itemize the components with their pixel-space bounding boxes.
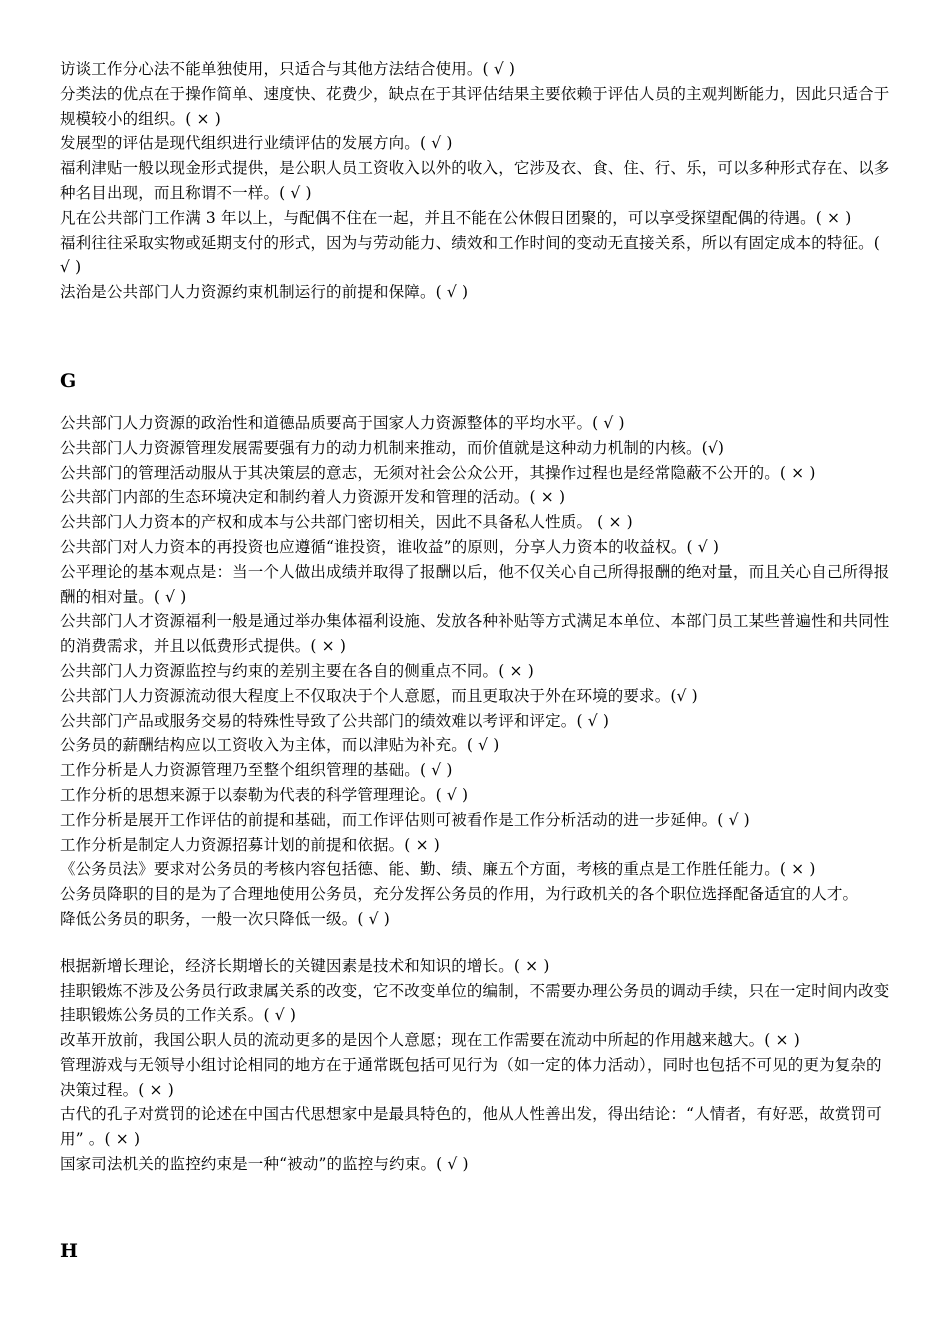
statement-item: 工作分析是制定人力资源招募计划的前提和依据。( × ) <box>60 835 440 854</box>
statement-item: 公共部门内部的生态环境决定和制约着人力资源开发和管理的活动。( × ) <box>60 488 566 507</box>
statement-item: 公务员的薪酬结构应以工资收入为主体，而以津贴为补充。( √ ) <box>60 736 500 755</box>
statement-item: 根据新增长理论，经济长期增长的关键因素是技术和知识的增长。( × ) <box>60 956 550 975</box>
statement-item: 国家司法机关的监控约束是一种“被动”的监控与约束。( √ ) <box>60 1155 469 1174</box>
statement-item: 公共部门人力资本的产权和成本与公共部门密切相关，因此不具备私人性质。 ( × ) <box>60 513 633 532</box>
document-page <box>60 57 895 1263</box>
statement-item: 公务员降职的目的是为了合理地使用公务员，充分发挥公务员的作用，为行政机关的各个职位选择配备适宜的人才。 <box>60 885 859 904</box>
statement-item: 工作分析的思想来源于以泰勒为代表的科学管理理论。( √ ) <box>60 785 469 804</box>
statement-item: 工作分析是人力资源管理乃至整个组织管理的基础。( √ ) <box>60 761 453 780</box>
statement-item: 管理游戏与无领导小组讨论相同的地方在于通常既包括可见行为（如一定的体力活动），同时也包括不可见的更为复杂的决策过程。( × ) <box>60 1055 882 1099</box>
statement-item: 古代的孔子对赏罚的论述在中国古代思想家中是最具特色的，他从人性善出发，得出结论：“人情者，有好恶，故赏罚可用” 。( × ) <box>60 1105 882 1149</box>
statement-item: 福利往往采取实物或延期支付的形式，因为与劳动能力、绩效和工作时间的变动无直接关系，所以有固定成本的特征。( √ ) <box>60 233 881 277</box>
statement-item: 发展型的评估是现代组织进行业绩评估的发展方向。( √ ) <box>60 134 453 153</box>
statement-item: 公共部门人力资源管理发展需要强有力的动力机制来推动，而价值就是这种动力机制的内核。(√) <box>60 438 725 457</box>
section-g2-list <box>60 954 895 1177</box>
section-heading-h: H <box>60 1239 78 1262</box>
paragraph-gap <box>60 932 895 954</box>
section-f-list <box>60 57 895 305</box>
statement-item: 公共部门人力资源流动很大程度上不仅取决于个人意愿，而且更取决于外在环境的要求。(√ ) <box>60 686 698 705</box>
statement-item: 分类法的优点在于操作简单、速度快、花费少，缺点在于其评估结果主要依赖于评估人员的主观判断能力，因此只适合于规模较小的组织。( × ) <box>60 84 890 128</box>
statement-item: 挂职锻炼不涉及公务员行政隶属关系的改变，它不改变单位的编制，不需要办理公务员的调动手续，只在一定时间内改变挂职锻炼公务员的工作关系。( √ ) <box>60 981 890 1025</box>
statement-item: 公共部门对人力资本的再投资也应遵循“谁投资，谁收益”的原则，分享人力资本的收益权。( √ ) <box>60 537 720 556</box>
statement-item: 公共部门的管理活动服从于其决策层的意志，无须对社会公众公开，其操作过程也是经常隐蔽不公开的。( × ) <box>60 463 816 482</box>
statement-item: 《公务员法》要求对公务员的考核内容包括德、能、勤、绩、廉五个方面，考核的重点是工作胜任能力。( × ) <box>60 860 816 879</box>
statement-item: 访谈工作分心法不能单独使用，只适合与其他方法结合使用。( √ ) <box>60 60 516 78</box>
statement-item: 凡在公共部门工作满 3 年以上，与配偶不住在一起，并且不能在公休假日团聚的，可以享受探望配偶的待遇。( × ) <box>60 208 852 227</box>
statement-item: 降低公务员的职务，一般一次只降低一级。( √ ) <box>60 909 390 928</box>
statement-item: 福利津贴一般以现金形式提供，是公职人员工资收入以外的收入，它涉及衣、食、住、行、乐，可以多种形式存在、以多种名目出现，而且称谓不一样。( √ ) <box>60 159 890 202</box>
statement-item: 工作分析是展开工作评估的前提和基础，而工作评估则可被看作是工作分析活动的进一步延伸。( √ ) <box>60 810 750 829</box>
section-g-list <box>60 411 895 932</box>
statement-item: 公共部门人才资源福利一般是通过举办集体福利设施、发放各种补贴等方式满足本单位、本部门员工某些普遍性和共同性的消费需求，并且以低费形式提供。( × ) <box>60 612 890 656</box>
statement-item: 公平理论的基本观点是：当一个人做出成绩并取得了报酬以后，他不仅关心自己所得报酬的绝对量，而且关心自己所得报酬的相对量。( √ ) <box>60 562 890 606</box>
statement-item: 公共部门人力资源的政治性和道德品质要高于国家人力资源整体的平均水平。( √ ) <box>60 413 625 432</box>
statement-item: 公共部门人力资源监控与约束的差别主要在各自的侧重点不同。( × ) <box>60 661 534 680</box>
statement-item: 公共部门产品或服务交易的特殊性导致了公共部门的绩效难以考评和评定。( √ ) <box>60 711 610 730</box>
section-heading-g: G <box>60 369 77 392</box>
statement-item: 法治是公共部门人力资源约束机制运行的前提和保障。( √ ) <box>60 283 469 302</box>
statement-item: 改革开放前，我国公职人员的流动更多的是因个人意愿；现在工作需要在流动中所起的作用越来越大。( × ) <box>60 1031 800 1050</box>
